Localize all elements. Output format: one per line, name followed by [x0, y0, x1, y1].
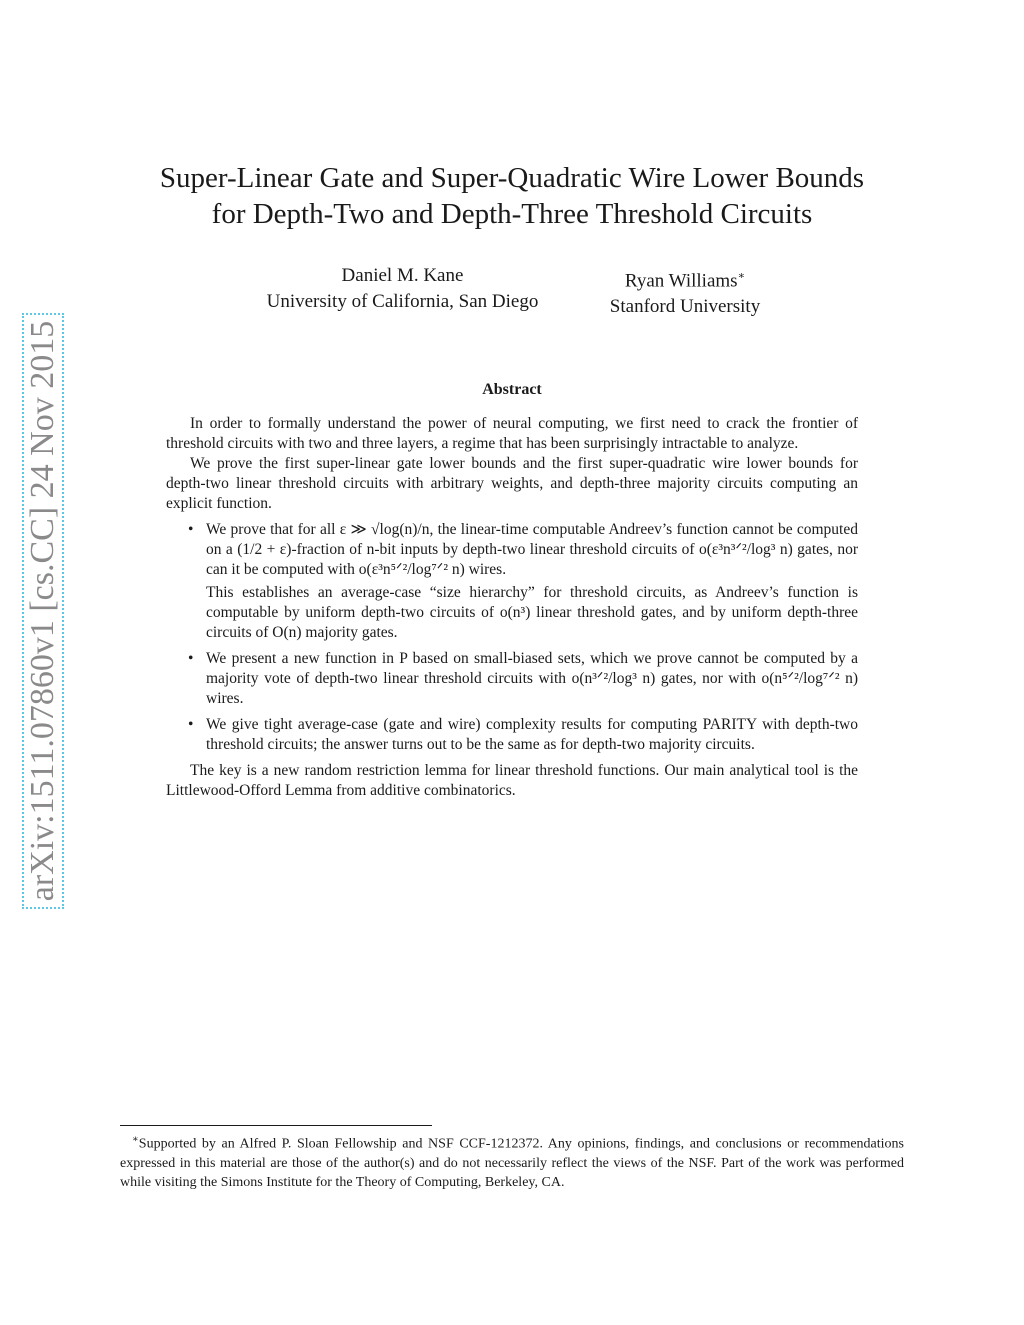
abstract-body — [166, 414, 858, 801]
bullet-item-1 — [166, 520, 858, 643]
author-affiliation-1: University of California, San Diego — [266, 291, 539, 312]
bullet-dot: • — [188, 716, 194, 733]
author-footnote-mark: ∗ — [737, 270, 746, 282]
author-block-1 — [240, 263, 565, 315]
arxiv-stamp — [22, 313, 64, 909]
bullet-dot: • — [188, 521, 194, 538]
bullet-list — [166, 520, 858, 755]
paper-title — [120, 160, 904, 232]
bullet-text-2: We present a new function in P based on small-biased sets, which we prove cannot be computed by a majority vote of depth-two linear threshold circuits with o(n³ᐟ²/log³ n) gates, nor with o(n⁵ᐟ²/log⁷ᐟ² n) wires. — [206, 650, 858, 707]
abstract-paragraph-1: In order to formally understand the power of neural computing, we first need to crack the frontier of threshold circuits with two and three layers, a regime that has been surprisingly intractable to analyze. — [166, 415, 858, 452]
title-line-2: for Depth-Two and Depth-Three Threshold Circuits — [211, 198, 813, 230]
footnote-mark: ∗ — [132, 1134, 139, 1145]
abstract-heading: Abstract — [482, 381, 542, 398]
title-line-1: Super-Linear Gate and Super-Quadratic Wire Lower Bounds — [159, 162, 865, 194]
footnote-rule — [120, 1125, 432, 1126]
bullet-text-1: We prove that for all ε ≫ √log(n)/n, the linear-time computable Andreev’s function cannot be computed on a (1/2 + ε)-fraction of n-bit inputs by depth-two linear threshold circuits of o(ε³n³ᐟ²/log³ n) gates, nor can it be computed with o(ε³n⁵ᐟ²/log⁷ᐟ² n) wires. — [206, 521, 858, 578]
author-block-2 — [585, 263, 785, 320]
author-name-1: Daniel M. Kane — [341, 265, 464, 286]
arxiv-stamp-text: arXiv:1511.07860v1 [cs.CC] 24 Nov 2015 — [24, 320, 62, 902]
bullet-dot: • — [188, 650, 194, 667]
abstract-closing-paragraph: The key is a new random restriction lemma for linear threshold functions. Our main analytical tool is the Littlewood-Offord Lemma from additive combinatorics. — [166, 762, 858, 799]
author-name-2: Ryan Williams — [624, 270, 738, 292]
bullet-continuation-1: This establishes an average-case “size hierarchy” for threshold circuits, as Andreev’s function is computable by uniform depth-two circuits of o(n³) linear threshold gates, and by uniform depth-three circuits of O(n) majority gates. — [206, 584, 858, 641]
bullet-item-3 — [166, 715, 858, 755]
abstract-paragraph-2: We prove the first super-linear gate lower bounds and the first super-quadratic wire lower bounds for depth-two linear threshold circuits with arbitrary weights, and depth-three majority circuits computing an explicit function. — [166, 455, 858, 512]
bullet-item-2 — [166, 649, 858, 709]
footnote — [120, 1130, 904, 1192]
footnote-text: Supported by an Alfred P. Sloan Fellowship and NSF CCF-1212372. Any opinions, findings, and conclusions or recommendations expressed in this material are those of the author(s) and do not necessarily reflect the views of the NSF. Part of the work was performed while visiting the Simons Institute for the Theory of Computing, Berkeley, CA. — [120, 1136, 904, 1190]
author-affiliation-2: Stanford University — [609, 296, 761, 318]
bullet-text-3: We give tight average-case (gate and wire) complexity results for computing PARITY with depth-two threshold circuits; the answer turns out to be the same as for depth-two majority circuits. — [206, 716, 858, 753]
